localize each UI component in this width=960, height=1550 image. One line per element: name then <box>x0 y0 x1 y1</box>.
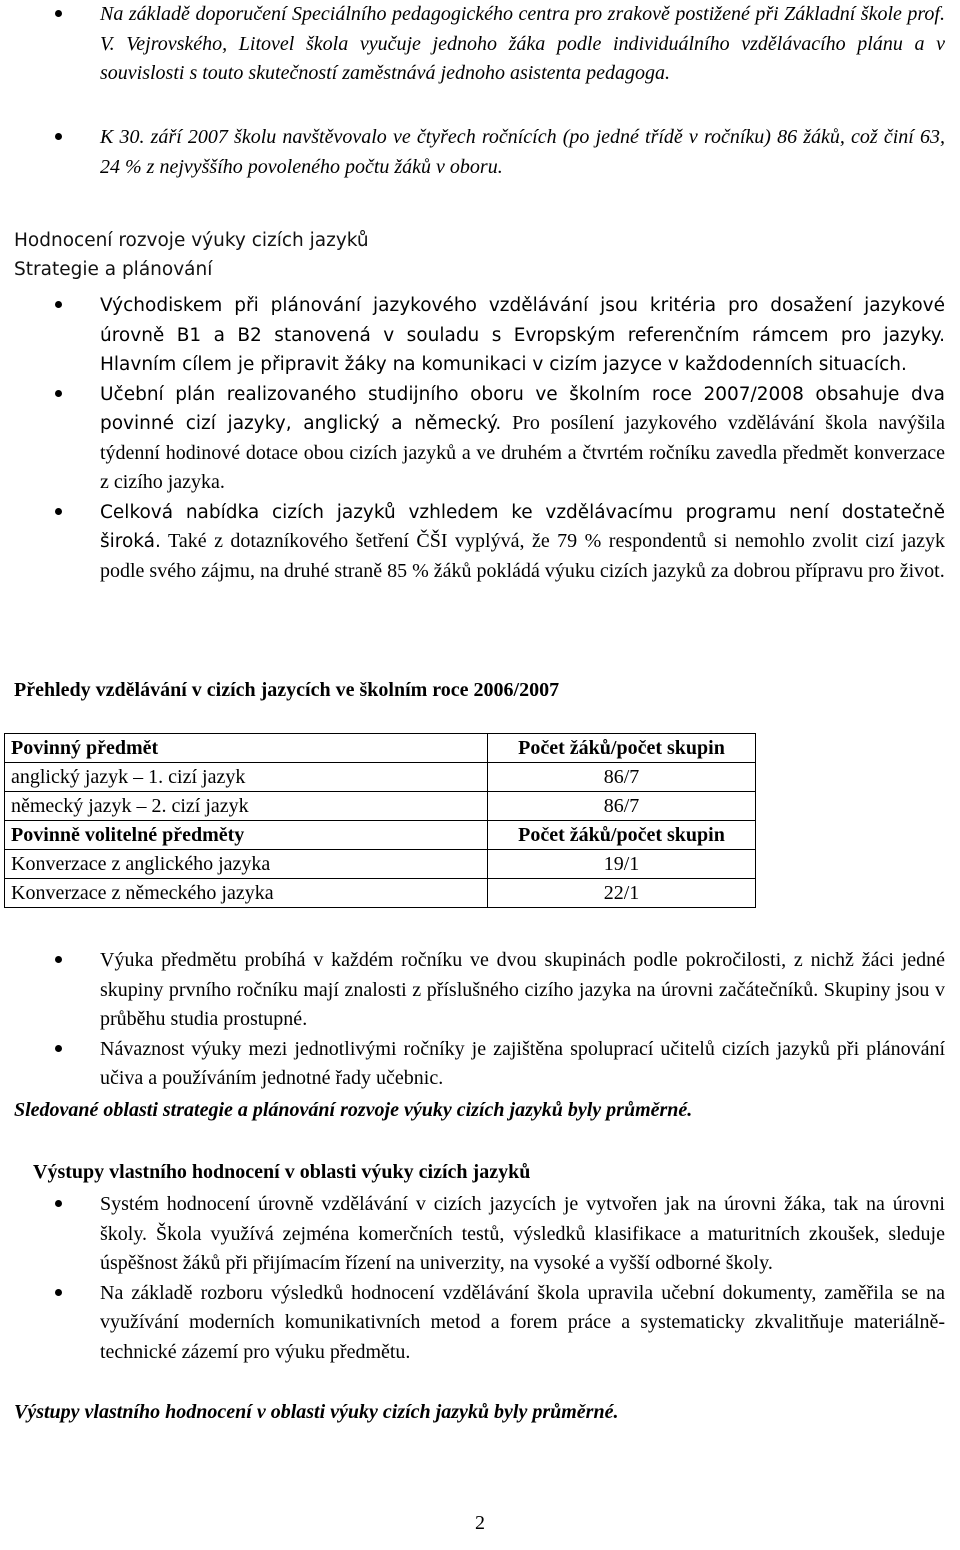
list-item <box>10 0 945 118</box>
list-item <box>10 380 945 498</box>
intro-paragraph: K 30. září 2007 školu navštěvovalo ve čtyřech ročnících (po jedné třídě v ročníku) 86 žáků, což činí 63, 24 % z nejvyššího povoleného počtu žáků v oboru. <box>100 126 945 178</box>
mixed-part-b: Také z dotazníkového šetření ČŠI vyplývá, že 79 % respondentů si nemohlo zvolit cizí jazyk podle svého zájmu, na druhé straně 85 % žáků pokládá výuku cizích jazyků za dobrou přípravu pro život. <box>100 530 945 582</box>
mixed-part-a: Učební plán realizovaného studijního oboru ve školním roce 2007/2008 obsahuje dva povinné cizí jazyky, anglický a německý. <box>100 383 945 434</box>
mixed-part-a: Celková nabídka cizích jazyků vzhledem ke vzdělávacímu programu není dostatečně široká. <box>100 501 945 552</box>
table-cell: 19/1 <box>488 850 756 879</box>
table-cell: 86/7 <box>488 792 756 821</box>
bullet-icon <box>55 10 62 17</box>
outputs-title: Výstupy vlastního hodnocení v oblasti výuky cizích jazyků <box>33 1161 531 1183</box>
teaching-paragraph: Návaznost výuky mezi jednotlivými ročníky je zajištěna spoluprací učitelů cizích jazyků při plánování učiva a používáním jednotné řady učebnic. <box>100 1037 945 1089</box>
intro-paragraph: Na základě doporučení Speciálního pedagogického centra pro zrakově postižené při Základní škole prof. V. Vejrovského, Litovel škola vyučuje jednoho žáka podle individuálního vzdělávacího plánu a v souvislosti s touto skutečností zaměstnává jednoho asistenta pedagoga. <box>100 3 945 84</box>
bullet-icon <box>55 1289 62 1296</box>
bullet-icon <box>55 390 62 397</box>
mixed-part-b: Pro posílení jazykového vzdělávání škola navýšila týdenní hodinové dotace obou cizích jazyků a ve druhém a čtvrtém ročníku zavedla předmět konverzace z cizího jazyka. <box>100 412 945 493</box>
bullet-icon <box>55 1045 62 1052</box>
bullet-icon <box>55 1200 62 1207</box>
table-header-cell: Povinně volitelné předměty <box>5 821 488 850</box>
language-table <box>4 733 756 908</box>
list-item <box>10 123 945 182</box>
outputs-paragraph: Na základě rozboru výsledků hodnocení vzdělávání škola upravila učební dokumenty, zaměřila se na využívání moderních komunikativních metod a forem práce a systematicky zkvalitňuje materiálně-technické zázemí pro výuku předmětu. <box>100 1281 945 1363</box>
bullet-icon <box>55 301 62 308</box>
conclusion-strategy: Sledované oblasti strategie a plánování rozvoje výuky cizích jazyků byly průměrné. <box>14 1099 693 1121</box>
table-cell: Konverzace z anglického jazyka <box>5 850 488 879</box>
outputs-list <box>10 1190 945 1367</box>
table-cell: 86/7 <box>488 763 756 792</box>
list-item <box>10 291 945 380</box>
table-cell: anglický jazyk – 1. cizí jazyk <box>5 763 488 792</box>
bullet-icon <box>55 956 62 963</box>
strategy-paragraph: Východiskem při plánování jazykového vzdělávání jsou kritéria pro dosažení jazykové úrovně B1 a B2 stanovená v souladu s Evropským referenčním rámcem pro jazyky. Hlavním cílem je připravit žáky na komunikaci v cizím jazyce v každodenních situacích. <box>100 295 945 375</box>
table-body <box>5 734 756 908</box>
subsection-title: Strategie a plánování <box>14 259 213 280</box>
intro-list <box>10 0 945 182</box>
list-item <box>10 1190 945 1279</box>
table-row <box>5 821 756 850</box>
table-row <box>5 792 756 821</box>
mixed-paragraph <box>100 498 945 587</box>
page-number: 2 <box>475 1512 485 1534</box>
mixed-paragraph <box>100 380 945 498</box>
bullet-icon <box>55 133 62 140</box>
teaching-paragraph: Výuka předmětu probíhá v každém ročníku ve dvou skupinách podle pokročilosti, z nichž žáci jedné skupiny prvního ročníku mají znalosti z příslušného cizího jazyka na úrovni začátečníků. Skupiny jsou v průběhu studia prostupné. <box>100 949 945 1030</box>
table-row <box>5 879 756 908</box>
table-cell: Konverzace z německého jazyka <box>5 879 488 908</box>
overview-title: Přehledy vzdělávání v cizích jazycích ve školním roce 2006/2007 <box>14 679 560 701</box>
section-title: Hodnocení rozvoje výuky cizích jazyků <box>14 230 369 251</box>
table-header-cell: Počet žáků/počet skupin <box>488 734 756 763</box>
table-cell: německý jazyk – 2. cizí jazyk <box>5 792 488 821</box>
outputs-paragraph: Systém hodnocení úrovně vzdělávání v cizích jazycích je vytvořen jak na úrovni žáka, tak na úrovni školy. Škola využívá zejména komerčních testů, výsledků klasifikace a maturitních zkoušek, sleduje úspěšnost žáků při přijímacím řízení na univerzity, na vysoké a vyšší odborné školy. <box>100 1193 945 1274</box>
conclusion-outputs: Výstupy vlastního hodnocení v oblasti výuky cizích jazyků byly průměrné. <box>14 1401 619 1423</box>
list-item <box>10 1279 945 1368</box>
table-row <box>5 763 756 792</box>
list-item <box>10 498 945 587</box>
table-row <box>5 850 756 879</box>
teaching-list <box>10 946 945 1094</box>
table-header-cell: Povinný předmět <box>5 734 488 763</box>
table-row <box>5 734 756 763</box>
list-item <box>10 946 945 1035</box>
strategy-list <box>10 291 945 586</box>
list-item <box>10 1035 945 1094</box>
section-header <box>14 226 914 284</box>
table-header-cell: Počet žáků/počet skupin <box>488 821 756 850</box>
bullet-icon <box>55 508 62 515</box>
table-cell: 22/1 <box>488 879 756 908</box>
